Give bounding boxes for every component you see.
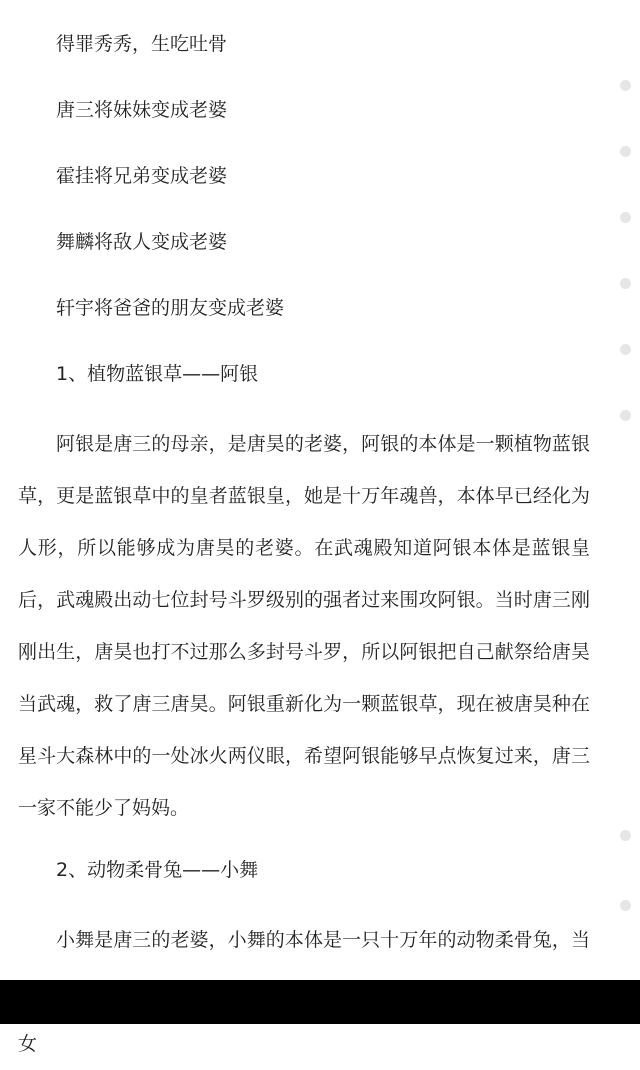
scroll-dot[interactable]	[620, 830, 631, 841]
bottom-bar	[0, 980, 640, 1024]
scroll-dot[interactable]	[620, 900, 631, 911]
article-line: 得罪秀秀，生吃吐骨	[56, 33, 228, 55]
scroll-dot[interactable]	[620, 212, 631, 223]
scroll-dot[interactable]	[620, 80, 631, 91]
scroll-dot[interactable]	[620, 146, 631, 157]
scroll-indicator[interactable]	[620, 80, 632, 940]
article-line: 轩宇将爸爸的朋友变成老婆	[56, 297, 285, 319]
article-line: 舞麟将敌人变成老婆	[56, 231, 228, 253]
section-heading-1: 1、植物蓝银草——阿银	[56, 363, 259, 385]
article-line: 霍挂将兄弟变成老婆	[56, 165, 228, 187]
paragraph-2: 小舞是唐三的老婆，小舞的本体是一只十万年的动物柔骨兔，当 女	[18, 929, 590, 1055]
scroll-dot[interactable]	[620, 278, 631, 289]
scroll-dot[interactable]	[620, 410, 631, 421]
article-content	[18, 22, 590, 1055]
section-heading-2: 2、动物柔骨兔——小舞	[56, 859, 259, 881]
scroll-dot[interactable]	[620, 344, 631, 355]
article-line: 唐三将妹妹变成老婆	[56, 99, 228, 121]
paragraph-1: 阿银是唐三的母亲，是唐昊的老婆，阿银的本体是一颗植物蓝银草，更是蓝银草中的皇者蓝银皇，她是十万年魂兽，本体早已经化为人形，所以能够成为唐昊的老婆。在武魂殿知道阿银本体是蓝银皇后，武魂殿出动七位封号斗罗级别的强者过来围攻阿银。当时唐三刚刚出生，唐昊也打不过那么多封号斗罗，所以阿银把自己献祭给唐昊当武魂，救了唐三唐昊。阿银重新化为一颗蓝银草，现在被唐昊种在星斗大森林中的一处冰火两仪眼，希望阿银能够早点恢复过来，唐三一家不能少了妈妈。	[18, 433, 590, 819]
